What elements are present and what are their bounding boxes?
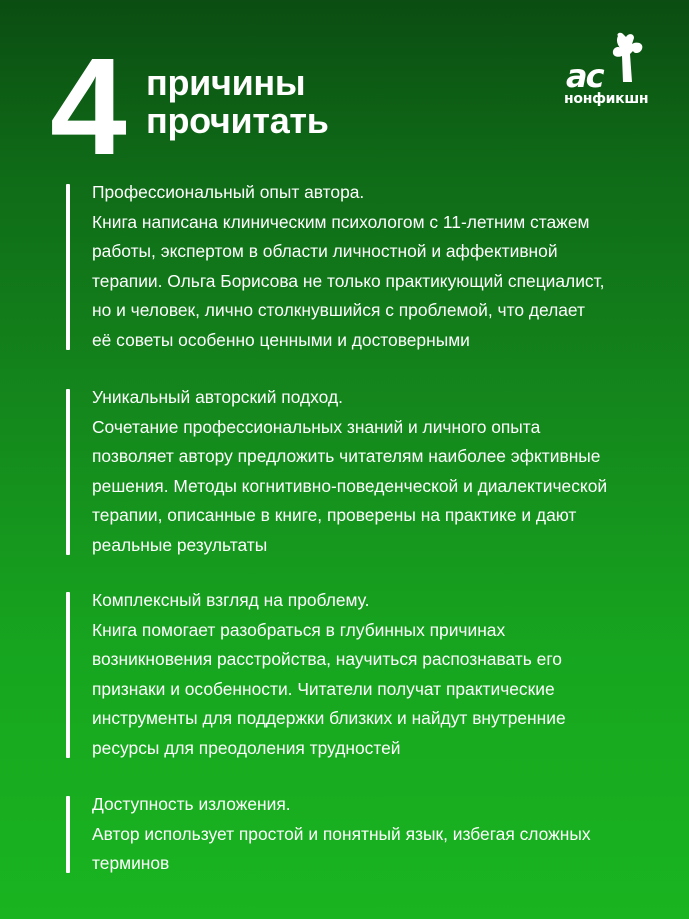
reason-text-line: Книга написана клиническим психологом с 11-летним стажем (92, 211, 590, 232)
publisher-logo (562, 30, 666, 112)
reason-text-line: терминов (92, 853, 170, 874)
reason-text-line: решения. Методы когнитивно-поведенческой и диалектической (92, 475, 608, 496)
reason-heading: Доступность изложения. (92, 794, 291, 814)
reason-text-line: работы, экспертом в области личностной и аффективной (92, 241, 558, 262)
reason-text-line: реальные результаты (92, 534, 268, 555)
reasons-count: 4 (50, 30, 125, 184)
reason-text-line: но и человек, лично столкнувшийся с проблемой, что делает (92, 300, 585, 321)
reason-text-line: Автор использует простой и понятный язык, избегая сложных (92, 823, 591, 844)
reason-heading: Комплексный взгляд на проблему. (92, 590, 370, 610)
reason-text-line: ресурсы для преодоления трудностей (92, 737, 401, 758)
page-header (50, 30, 650, 184)
page-title (146, 64, 329, 140)
reason-item (66, 790, 591, 879)
logo-imprint: нонфикшн (564, 91, 649, 107)
reason-item (66, 586, 566, 764)
reason-heading: Уникальный авторский подход. (92, 387, 343, 407)
reason-text-line: терапии. Ольга Борисова не только практикующий специалист, (92, 270, 605, 291)
title-line-1: причины (146, 62, 306, 103)
reason-text-line: Сочетание профессиональных знаний и личного опыта (92, 416, 541, 437)
reason-text-line: Книга помогает разобраться в глубинных причинах (92, 619, 506, 640)
reason-text-line: признаки и особенности. Читатели получат практические (92, 678, 555, 699)
reason-bar (66, 592, 70, 758)
reason-heading: Профессиональный опыт автора. (92, 182, 365, 202)
reason-bar (66, 184, 70, 350)
reason-bar (66, 389, 70, 555)
reason-text-line: её советы особенно ценными и достоверными (92, 329, 470, 350)
reason-item (66, 383, 607, 561)
reason-bar (66, 796, 70, 873)
reason-text-line: возникновения расстройства, научиться распознавать его (92, 649, 562, 670)
title-line-2: прочитать (146, 100, 329, 141)
reason-item (66, 178, 604, 356)
reason-text-line: позволяет автору предложить читателям наиболее эфктивные (92, 446, 601, 467)
logo-mark: ас (566, 57, 603, 95)
reason-text-line: инструменты для поддержки близких и найдут внутренние (92, 708, 566, 729)
reason-text-line: терапии, описанные в книге, проверены на практике и дают (92, 505, 577, 526)
